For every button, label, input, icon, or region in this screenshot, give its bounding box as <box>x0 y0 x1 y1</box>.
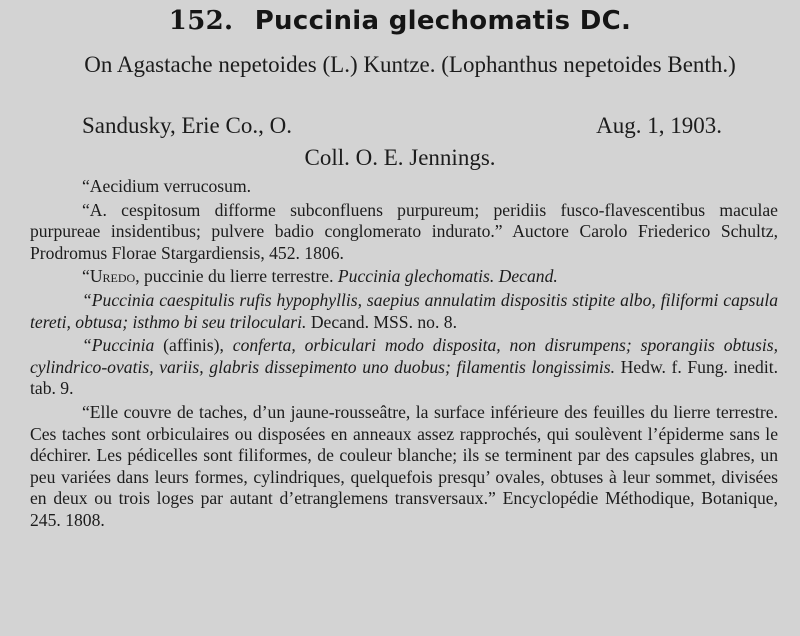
paragraph-uredo: “Uredo, puccinie du lierre terrestre. Puccinia glechomatis. Decand. <box>82 266 558 287</box>
host-plant-line: On Agastache nepetoides (L.) Kuntze. (Lophanthus nepetoides Benth.) <box>84 52 736 77</box>
uredo-smallcaps: Uredo <box>89 266 136 287</box>
page-title <box>0 6 800 36</box>
specimen-number: 152. <box>168 6 234 36</box>
paragraph-hedwig: “Puccinia (affinis), conferta, orbiculari modo disposita, non disrumpens; sporangiis obtusis, cylindrico-ovatis, variis, glabris dissepimento uno duobus; filamentis longissimis. Hedw. f. Fung. inedit. tab. 9. <box>30 335 779 399</box>
locality-line <box>82 113 722 139</box>
paragraph-aecidium: “Aecidium verrucosum. <box>82 176 252 196</box>
paragraph-schultz: “A. cespitosum difforme subconfluens purpureum; peridiis fusco-flavescentibus maculae purpureae insidentibus; pulvere badio conglomerato indurato.” Auctore Carolo Friederico Schultz, Prodromus Florae Stargardiensis, 452. 1806. <box>30 199 778 263</box>
collector-line: Coll. O. E. Jennings. <box>304 145 496 170</box>
collection-date: Aug. 1, 1903. <box>596 113 722 138</box>
locality: Sandusky, Erie Co., O. <box>82 113 292 138</box>
paragraph-encyclopedie: “Elle couvre de taches, d’un jaune-rousseâtre, la surface inférieure des feuilles du lierre terrestre. Ces taches sont orbiculaires ou disposées en anneaux assez rapprochés, qui soulèvent l’épiderme sans le déchirer. Les pédicelles sont filiformes, de couleur blanche; ils se terminent par des capsules glabres, un peu variées dans leurs formes, cylindriques, quelquefois presqu’ ovales, obtuses à leur sommet, divisées en deux ou trois loges par autant d’etranglemens transversaux.” Encyclopédie Méthodique, Botanique, 245. 1808. <box>30 401 778 530</box>
paragraph-decandolle: “Puccinia caespitulis rufis hypophyllis, saepius annulatim dispositis stipite albo, filiformi capsula tereti, obtusa; isthmo bi seu triloculari. Decand. MSS. no. 8. <box>30 289 778 332</box>
description-body <box>30 176 778 532</box>
species-name: Puccinia glechomatis DC. <box>254 6 632 36</box>
